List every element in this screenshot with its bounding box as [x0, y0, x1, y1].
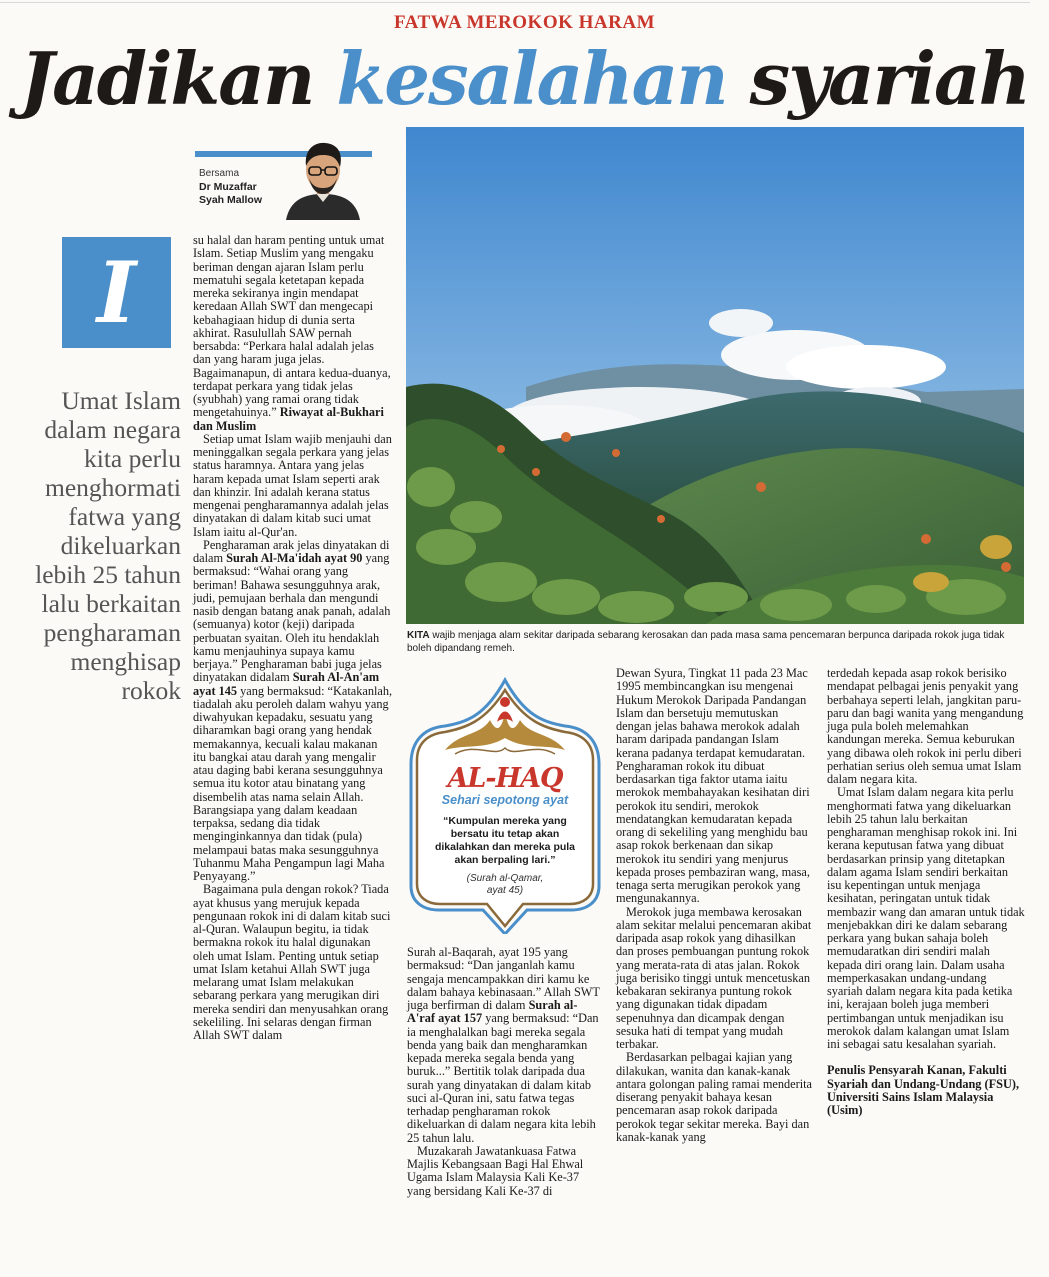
paragraph: Pengharaman arak jelas dinyatakan di dalam Surah Al-Ma'idah ayat 90 yang bermaksud: “Wahai orang yang beriman! Bahawa sesungguhnya arak, judi, pemujaan berhala dan mengundi nasib dengan batang anak panah, adalah (semuanya) kotor (keji) daripada perbuatan syaitan. Oleh itu hendaklah kamu menjauhinya supaya kamu berjaya.” Pengharaman babi juga jelas dinyatakan didalam Surah Al-An'am ayat 145 yang bermaksud: “Katakanlah, tiadalah aku peroleh dalam wahyu yang diwahyukan kepadaku, sesuatu yang diharamkan bagi orang yang hendak memakannya, kecuali kalau makanan itu bangkai atau darah yang mengalir atau daging babi kerana sesungguhnya semua itu kotor atau binatang yang disembelih atas nama selain Allah. Barangsiapa yang dalam keadaan terpaksa, sedang dia tidak menginginkannya dan tidak (pula) melampaui batas maka sesungguhnya Tuhanmu Maha Pengampun lagi Maha Penyayang.”: [193, 537, 393, 883]
paragraph: Muzakarah Jawatankuasa Fatwa Majlis Kebangsaan Bagi Hal Ehwal Ugama Islam Malaysia Kali Ke-37 yang bersidang Kali Ke-37 di: [407, 1143, 584, 1198]
alhaq-source: (Surah al-Qamar, ayat 45): [466, 873, 544, 896]
article-column-3: [616, 667, 814, 1144]
section-kicker: FATWA MEROKOK HARAM: [393, 12, 656, 33]
paragraph: su halal dan haram penting untuk umat Islam. Setiap Muslim yang mengaku beriman dengan ajaran Islam perlu mematuhi segala ketetapan kepada mereka sekiranya ingin mendapat keredaan Allah SWT dan mengecapi kebahagiaan hidup di dunia serta akhirat. Rasulullah SAW pernah bersabda: “Perkara halal adalah jelas dan yang haram juga jelas. Bagaimanapun, di antara kedua-duanya, terdapat perkara yang tidak jelas (syubhah) yang ramai orang tidak mengetahuinya.” Riwayat al-Bukhari dan Muslim: [193, 233, 391, 433]
paragraph: Umat Islam dalam negara kita perlu menghormati fatwa yang dikeluarkan lebih 25 tahun lalu berkaitan pengharaman menghisap rokok ini. Ini kerana keputusan fatwa yang dibuat berdasarkan prinsip yang ditetapkan dalam agama Islam sendiri berkaitan isu kepentingan untuk menjaga kesihatan, peringatan untuk tidak membazir wang dan amaran untuk tidak menjebakkan diri ke dalam sebarang perkara yang bukan sahaja boleh memudaratkan diri sendiri malah kepada diri orang lain. Dalam usaha memperkasakan undang-undang syariah dalam negara kita pada ketika ini, kerajaan boleh juga memberi pertimbangan untuk menjadikan isu merokok dalam kalangan umat Islam ini sebagai satu kesalahan syariah.: [827, 785, 1025, 1051]
paragraph: Surah al-Baqarah, ayat 195 yang bermaksud: “Dan janganlah kamu sengaja mencampakkan diri kamu ke dalam bahaya kebinasaan.” Allah SWT juga berfirman di dalam Surah al-A'raf ayat 157 yang bermaksud: “Dan ia menghalalkan bagi mereka segala benda yang baik dan mengharamkan kepada mereka segala benda yang buruk...” Bertitik tolak daripada dua surah yang dinyatakan di dalam kitab suci al-Quran ini, satu fatwa tegas terhadap pengharaman rokok dikeluarkan di dalam negara kita lebih 25 tahun lalu.: [407, 945, 600, 1145]
drop-cap: I: [62, 237, 171, 348]
pull-quote: Umat Islam dalam negara kita perlu menghormati fatwa yang dikeluarkan lebih 25 tahun lalu berkaitan pengharaman menghisap rokok: [35, 386, 181, 705]
headline-part1: Jadikan: [20, 36, 337, 121]
alhaq-brand: AL-HAQ: [447, 763, 563, 794]
author-portrait: [282, 136, 364, 220]
paragraph: terdedah kepada asap rokok berisiko mendapat pelbagai jenis penyakit yang berbahaya seperti lelah, jangkitan paru-paru dan bagi wanita yang mengandung juga pula boleh melemahkan kandungan mereka. Semua keburukan yang dibawa oleh rokok ini perlu diberi perhatian serius oleh semua umat Islam dalam negara kita.: [827, 666, 1024, 786]
paragraph: Setiap umat Islam wajib menjauhi dan meninggalkan segala perkara yang jelas status haramnya. Antara yang jelas haram kepada umat Islam seperti arak dan khinzir. Ini adalah kerana status mengenai pengharamannya adalah jelas dinyatakan di dalam kitab suci umat Islam iaitu al-Qur'an.: [193, 431, 392, 539]
alhaq-verse-box: [405, 672, 605, 934]
paragraph: Bagaimana pula dengan rokok? Tiada ayat khusus yang merujuk kepada pengunaan rokok ini di dalam kitab suci al-Quran. Walaupun begitu, ia tidak bermakna rokok itu halal digunakan oleh umat Islam. Penting untuk setiap umat Islam ketahui Allah SWT juga melarang umat Islam melakukan sebarang perkara yang merugikan diri mereka sendiri dan menyusahkan orang sekeliling. Ini selaras dengan firman Allah SWT dalam: [193, 882, 391, 1042]
author-footer: Penulis Pensyarah Kanan, Fakulti Syariah dan Undang-Undang (FSU), Universiti Sains Islam Malaysia (Usim): [827, 1063, 1020, 1117]
headline: [0, 34, 1049, 124]
article-column-2: [407, 946, 605, 1198]
paragraph: Merokok juga membawa kerosakan alam sekitar melalui pencemaran akibat daripada asap rokok yang dihasilkan dan proses pembuangan puntung rokok yang merata-rata di atas jalan. Rokok juga berisiko tinggi untuk mencetuskan kebakaran sekiranya puntung rokok yang digunakan tidak dipadam sepenuhnya dan dicampak dengan sesuka hati di tempat yang mudah terbakar.: [616, 904, 812, 1051]
headline-part2: syariah: [726, 36, 1029, 121]
caption-text: wajib menjaga alam sekitar daripada sebarang kerosakan dan pada masa sama pencemaran berpunca daripada rokok juga tidak boleh dipandang remeh.: [407, 630, 1005, 654]
paragraph: Berdasarkan pelbagai kajian yang dilakukan, wanita dan kanak-kanak antara golongan paling ramai menderita diserang penyakit bahaya kesan pencemaran asap rokok daripada perokok tegar sekitar mereka. Bayi dan kanak-kanak yang: [616, 1050, 812, 1144]
article-column-1: [193, 234, 393, 1042]
mountain-landscape-photo: [406, 127, 1024, 624]
author-name: Dr Muzaffar Syah Mallow: [199, 181, 263, 206]
alhaq-tagline: Sehari sepotong ayat: [441, 793, 569, 807]
photo-caption: [407, 629, 1023, 655]
article-column-4: [827, 667, 1025, 1117]
headline-highlight: kesalahan: [336, 36, 727, 121]
top-rule: [0, 2, 1030, 3]
caption-lead: KITA: [407, 630, 430, 641]
author-label: Bersama: [199, 168, 240, 179]
alhaq-quote: “Kumpulan mereka yang bersatu itu tetap akan dikalahkan dan mereka pula akan berpaling lari.”: [434, 815, 576, 866]
paragraph: Dewan Syura, Tingkat 11 pada 23 Mac 1995 membincangkan isu mengenai Hukum Merokok Daripada Pandangan Islam dan bersetuju memutuskan dengan jelas bahawa merokok adalah haram daripada pandangan Islam kerana padanya terdapat kemudaratan. Pengharaman rokok itu dibuat berdasarkan tiga faktor utama iaitu merokok membahayakan kesihatan diri perokok itu sendiri, merokok mendatangkan kemudaratan kepada orang di sekeliling yang menghidu bau asap rokok berkenaan dan sikap merokok itu sendiri yang menjurus kepada proses pembaziran wang, masa, tenaga serta merugikan perokok yang mengunakannya.: [616, 666, 810, 906]
